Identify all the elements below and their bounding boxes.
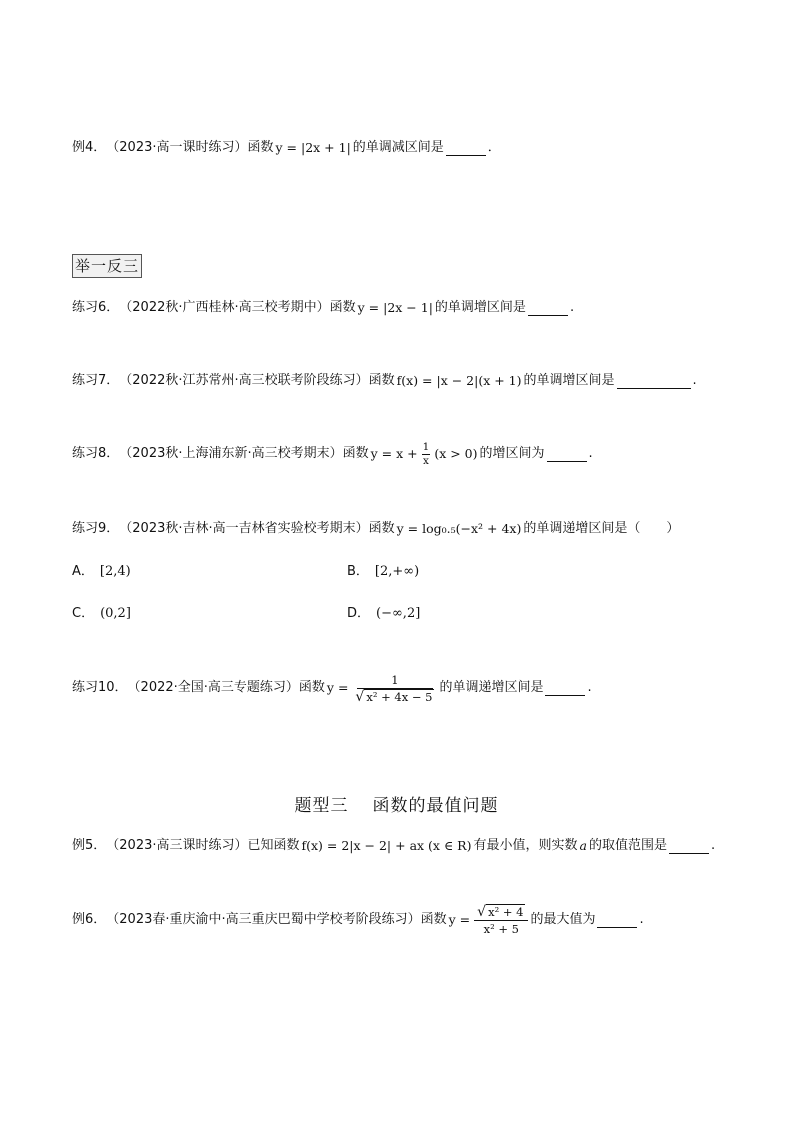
practice-6-period: . bbox=[569, 300, 575, 315]
practice-6-question: 的单调增区间是 bbox=[434, 300, 526, 315]
practice-8 bbox=[72, 436, 593, 472]
option-a[interactable] bbox=[72, 562, 131, 582]
example-5-variable: a bbox=[579, 838, 587, 853]
example-5 bbox=[72, 836, 715, 856]
option-c-value: (0,2] bbox=[100, 606, 131, 621]
example-5-question-b: 的取值范围是 bbox=[588, 838, 667, 853]
option-a-value: [2,4) bbox=[99, 564, 131, 579]
example-4-period: ． bbox=[487, 140, 501, 155]
example-5-period: . bbox=[710, 838, 716, 853]
practice-9-formula: y = log₀.₅(−x² + 4x) bbox=[396, 521, 522, 536]
fraction-denominator: x² + 5 bbox=[483, 921, 519, 936]
option-d-value: (−∞,2] bbox=[376, 606, 421, 621]
practice-8-number: 练习8． bbox=[72, 446, 120, 461]
example-6-fraction bbox=[474, 904, 528, 937]
practice-7-source: （2022秋·江苏常州·高三校联考阶段练习）函数 bbox=[119, 373, 395, 388]
example-4-number: 例4． bbox=[72, 140, 107, 155]
practice-10-period: . bbox=[587, 680, 592, 695]
example-5-source: （2023·高三课时练习）已知函数 bbox=[106, 838, 300, 853]
section-heading bbox=[0, 794, 793, 818]
answer-blank bbox=[547, 447, 587, 462]
practice-7-question: 的单调增区间是 bbox=[523, 373, 615, 388]
practice-8-period: . bbox=[588, 446, 593, 461]
fraction-denominator: x bbox=[423, 454, 429, 467]
practice-8-formula-left: y = x + bbox=[370, 446, 418, 461]
example-5-number: 例5． bbox=[72, 838, 107, 853]
practice-10-question: 的单调递增区间是 bbox=[439, 680, 544, 695]
fraction-numerator: 1 bbox=[422, 440, 430, 453]
practice-8-question: 的增区间为 bbox=[479, 446, 545, 461]
practice-6-source: （2022秋·广西桂林·高三校考期中）函数 bbox=[119, 300, 356, 315]
practice-9 bbox=[72, 519, 679, 539]
practice-10-source: （2022·全国·高三专题练习）函数 bbox=[127, 680, 325, 695]
option-d-label: D． bbox=[347, 606, 371, 621]
option-c[interactable] bbox=[72, 604, 131, 624]
example-5-question-a: 有最小值，则实数 bbox=[473, 838, 578, 853]
example-4 bbox=[72, 138, 501, 158]
practice-9-source: （2023秋·吉林·高一吉林省实验校考期末）函数 bbox=[119, 521, 395, 536]
fraction-numerator: 1 bbox=[357, 672, 433, 689]
example-4-source: （2023·高一课时练习）函数 bbox=[106, 140, 274, 155]
option-b-label: B． bbox=[347, 564, 369, 579]
square-root bbox=[355, 689, 434, 704]
practice-8-formula-right: (x > 0) bbox=[434, 446, 478, 461]
example-6-source: （2023春·重庆渝中·高三重庆巴蜀中学校考阶段练习）函数 bbox=[106, 912, 447, 927]
option-c-label: C． bbox=[72, 606, 95, 621]
square-root bbox=[477, 904, 525, 919]
example-6-formula-left: y = bbox=[448, 912, 471, 927]
practice-10-number: 练习10． bbox=[72, 680, 128, 695]
example-6-period: . bbox=[639, 912, 644, 927]
example-4-question: 的单调减区间是 bbox=[352, 140, 444, 155]
practice-8-source: （2023秋·上海浦东新·高三校考期末）函数 bbox=[119, 446, 369, 461]
radicand: x² + 4 bbox=[488, 904, 524, 919]
practice-7 bbox=[72, 371, 697, 391]
answer-blank bbox=[597, 913, 637, 928]
option-d[interactable] bbox=[347, 604, 420, 624]
practice-7-formula: f(x) = |x − 2|(x + 1) bbox=[396, 373, 522, 388]
answer-blank bbox=[446, 141, 486, 156]
section-heading-topic: 函数的最值问题 bbox=[372, 796, 499, 816]
example-4-formula: y = |2x + 1| bbox=[275, 140, 351, 155]
practice-10 bbox=[72, 668, 592, 708]
example-5-formula: f(x) = 2|x − 2| + ax (x ∈ R) bbox=[301, 838, 472, 853]
practice-7-number: 练习7． bbox=[72, 373, 120, 388]
radical-sign-icon: √ bbox=[355, 688, 365, 705]
option-b[interactable] bbox=[347, 562, 419, 582]
section-tag: 举一反三 bbox=[72, 254, 142, 278]
practice-7-period: . bbox=[692, 373, 697, 388]
practice-10-fraction bbox=[352, 672, 437, 705]
practice-6 bbox=[72, 298, 574, 318]
practice-6-formula: y = |2x − 1| bbox=[357, 300, 433, 315]
fraction-denominator bbox=[352, 689, 437, 705]
radical-sign-icon: √ bbox=[477, 903, 487, 920]
fraction-numerator bbox=[474, 904, 528, 921]
practice-9-number: 练习9． bbox=[72, 521, 120, 536]
answer-blank bbox=[545, 681, 585, 696]
practice-9-question: 的单调递增区间是（ ） bbox=[523, 521, 680, 536]
option-b-value: [2,+∞) bbox=[374, 564, 420, 579]
answer-blank bbox=[528, 301, 568, 316]
practice-10-formula-left: y = bbox=[326, 680, 349, 695]
option-a-label: A． bbox=[72, 564, 94, 579]
practice-8-fraction bbox=[422, 441, 431, 468]
section-heading-number: 题型三 bbox=[294, 796, 349, 816]
answer-blank bbox=[617, 374, 691, 389]
example-6-question: 的最大值为 bbox=[530, 912, 596, 927]
example-6-number: 例6． bbox=[72, 912, 107, 927]
radicand: x² + 4x − 5 bbox=[366, 689, 433, 704]
example-6 bbox=[72, 900, 644, 940]
practice-6-number: 练习6． bbox=[72, 300, 120, 315]
answer-blank bbox=[669, 839, 709, 854]
